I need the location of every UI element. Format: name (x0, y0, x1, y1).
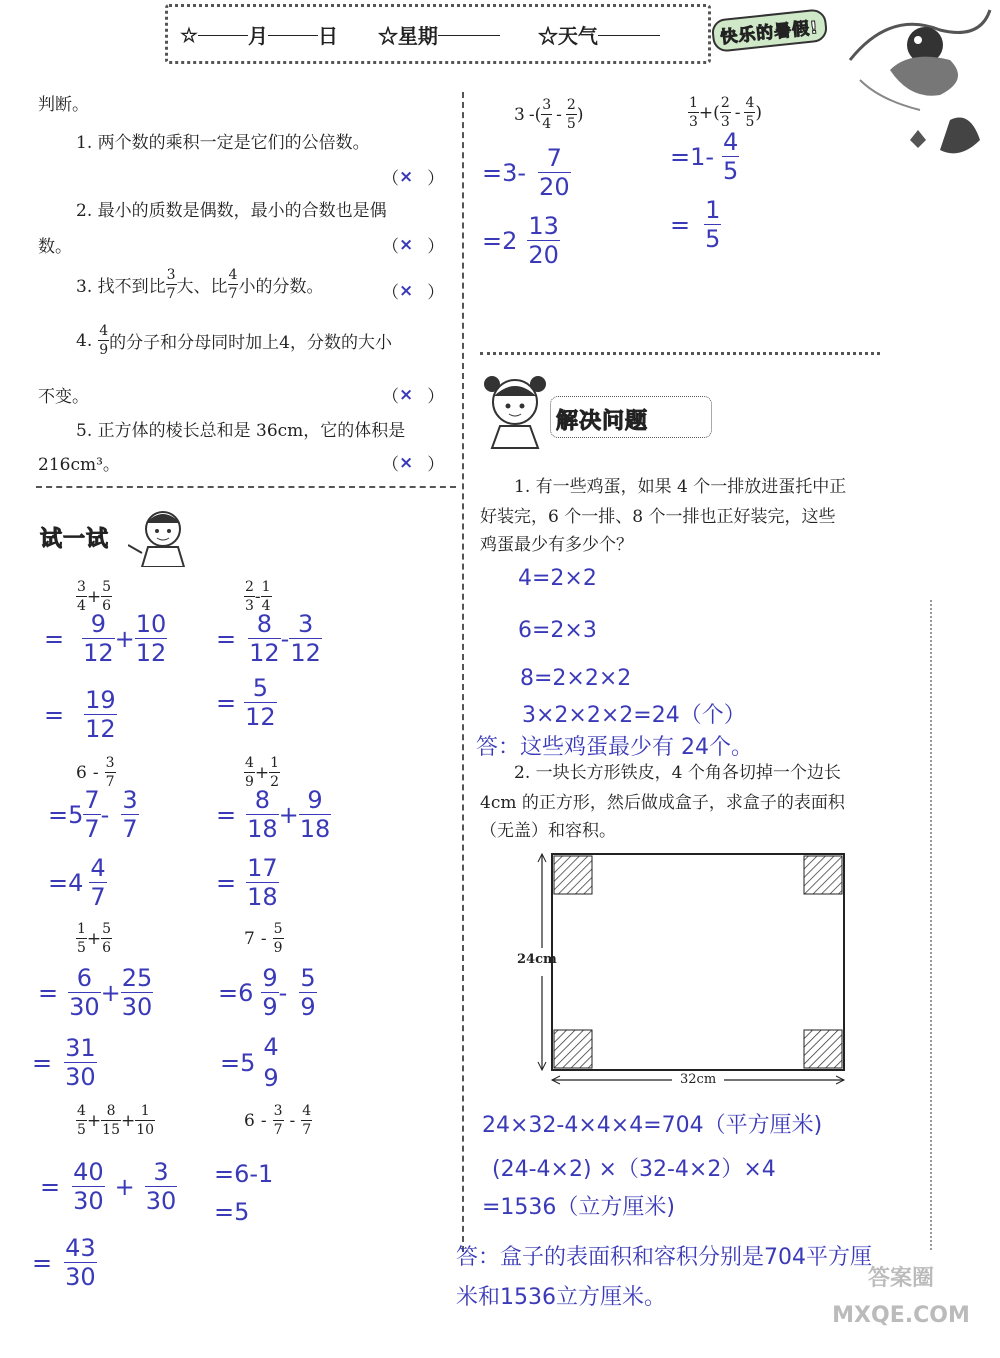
section-divider-right (480, 352, 880, 355)
calc-p1-expr: $\frac{3}{4}$ + $\frac{5}{6}$ (77, 579, 112, 614)
calc-p9-result: =2 $\frac{13}{20}$ (482, 212, 559, 269)
calc-p4-expr: $\frac{4}{9}$ + $\frac{1}{2}$ (245, 755, 280, 790)
judge-q3: 3. 找不到比 $\frac{3}{7}$ 大、比 $\frac{4}{7}$ 小的分数。 (76, 267, 324, 302)
column-divider (462, 92, 464, 1252)
prob2-answer-line1: 答：盒子的表面积和容积分别是704平方厘 (456, 1245, 872, 1270)
prob2-work3: =1536（立方厘米) (482, 1195, 676, 1220)
calc-p2-expr: $\frac{2}{3}$ - $\frac{1}{4}$ (245, 579, 271, 614)
prob1-q-line3: 鸡蛋最少有多少个？ (480, 535, 633, 555)
width-label: 32cm (680, 1072, 717, 1087)
calc-p5-result: = $\frac{31}{30}$ (32, 1034, 96, 1091)
day-label: 日 (317, 24, 338, 48)
calc-p8-step1: =6-1 (214, 1160, 274, 1188)
solve-title: 解决问题 (556, 409, 649, 434)
calc-p1-step1: = $\frac{9}{12}$ + $\frac{10}{12}$ (44, 610, 167, 667)
sheet-diagram (512, 838, 862, 1098)
girl-cartoon-icon (480, 370, 550, 450)
prob2-answer-line2: 米和1536立方厘米。 (456, 1285, 666, 1310)
judge-q2: 2. 最小的质数是偶数，最小的合数也是偶 (76, 201, 387, 221)
prob2-q-line3: （无盖）和容积。 (480, 821, 616, 841)
prob2-q-line2: 4cm 的正方形，然后做成盒子，求盒子的表面积 (480, 793, 845, 813)
watermark: 答案圈 MXQE.COM (832, 1266, 970, 1329)
prob1-q-line2: 好装完，6 个一排、8 个一排也正好装完，这些 (480, 507, 836, 527)
prob1-work3: 8=2×2×2 (520, 666, 632, 691)
calc-p2-result: = $\frac{5}{12}$ (216, 674, 276, 731)
calc-p8-expr: 6 - $\frac{3}{7}$ - $\frac{4}{7}$ (244, 1103, 312, 1138)
calc-p3-result: =4 $\frac{4}{7}$ (48, 854, 106, 911)
decoration-squirrel-icon (830, 0, 1000, 180)
try-title: 试一试 (40, 527, 110, 552)
solve-title-frame (550, 396, 712, 438)
calc-p7-expr: $\frac{4}{5}$ + $\frac{8}{15}$ + $\frac{1}{10}$ (77, 1103, 155, 1138)
date-header (180, 20, 660, 49)
weekday-label: ☆星期 (377, 24, 438, 48)
judge-a1: （ × ） (382, 166, 445, 189)
calc-p9-expr: 3 - ( $\frac{3}{4}$ - $\frac{2}{5}$ ) (514, 97, 584, 132)
summer-badge: 快乐的暑假! (711, 8, 829, 53)
corner-square-bl (554, 1030, 592, 1068)
boy-cartoon-icon (128, 505, 198, 567)
calc-p6-result: =5 4 9 (220, 1033, 279, 1093)
judge-q1: 1. 两个数的乘积一定是它们的公倍数。 (76, 133, 370, 153)
judge-a2: （ × ） (382, 234, 445, 257)
calc-p10-step1: =1- $\frac{4}{5}$ (670, 128, 739, 185)
calc-p9-step1: =3- $\frac{7}{20}$ (482, 144, 570, 201)
prob1-work1: 4=2×2 (518, 566, 597, 591)
prob1-work4: 3×2×2×2=24（个） (522, 703, 746, 728)
calc-p7-step1: = $\frac{40}{30}$ + $\frac{3}{30}$ (40, 1158, 177, 1215)
corner-square-br (804, 1030, 842, 1068)
judge-q2-cont: 数。 (38, 237, 72, 257)
corner-square-tr (804, 856, 842, 894)
calc-p8-result: =5 (214, 1198, 250, 1226)
height-label: 24cm (517, 952, 557, 967)
judge-intro: 判断。 (38, 95, 89, 115)
section-divider-left (36, 486, 456, 488)
calc-p3-expr: 6 - $\frac{3}{7}$ (76, 755, 115, 790)
judge-q5-cont: 216cm³。 (38, 455, 120, 475)
calc-p2-step1: = $\frac{8}{12}$ - $\frac{3}{12}$ (216, 610, 321, 667)
prob1-q-line1: 1. 有一些鸡蛋，如果 4 个一排放进蛋托中正 (514, 477, 847, 497)
calc-p4-step1: = $\frac{8}{18}$ + $\frac{9}{18}$ (216, 786, 331, 843)
judge-q4: 4. $\frac{4}{9}$ 的分子和分母同时加上4，分数的大小 (76, 323, 392, 358)
calc-p10-result: = $\frac{1}{5}$ (670, 196, 721, 253)
calc-p5-step1: = $\frac{6}{30}$ + $\frac{25}{30}$ (38, 964, 153, 1021)
prob2-work2: (24-4×2) ×（32-4×2）×4 (492, 1157, 776, 1182)
judge-q4-cont: 不变。 (38, 387, 89, 407)
judge-a5: （ × ） (382, 452, 445, 475)
judge-q5: 5. 正方体的棱长总和是 36cm，它的体积是 (76, 421, 406, 441)
calc-p6-step1: =6 $\frac{9}{9}$ - $\frac{5}{9}$ (218, 964, 316, 1021)
judge-a4: （ × ） (382, 384, 445, 407)
prob1-answer: 答：这些鸡蛋最少有 24个。 (476, 735, 753, 760)
star-icon: ☆ (180, 22, 198, 47)
corner-square-tl (554, 856, 592, 894)
right-margin-dots (930, 600, 932, 1250)
prob2-work1: 24×32-4×4×4=704（平方厘米) (482, 1113, 823, 1138)
month-label: 月 (247, 24, 268, 48)
calc-p6-expr: 7 - $\frac{5}{9}$ (244, 921, 283, 956)
weather-label: ☆天气 (537, 24, 598, 48)
sheet-rect (552, 854, 844, 1070)
prob2-q-line1: 2. 一块长方形铁皮，4 个角各切掉一个边长 (514, 763, 841, 783)
calc-p3-step1: =5 $\frac{7}{7}$ - $\frac{3}{7}$ (48, 786, 138, 843)
calc-p10-expr: $\frac{1}{3}$ + ( $\frac{2}{3}$ - $\frac{4}{5}$ ) (689, 95, 763, 130)
judge-a3: （ × ） (382, 280, 445, 303)
prob1-work2: 6=2×3 (518, 618, 597, 643)
calc-p1-result: = $\frac{19}{12}$ (44, 686, 116, 743)
calc-p5-expr: $\frac{1}{5}$ + $\frac{5}{6}$ (77, 921, 112, 956)
calc-p7-result: = $\frac{43}{30}$ (32, 1234, 96, 1291)
calc-p4-result: = $\frac{17}{18}$ (216, 854, 278, 911)
